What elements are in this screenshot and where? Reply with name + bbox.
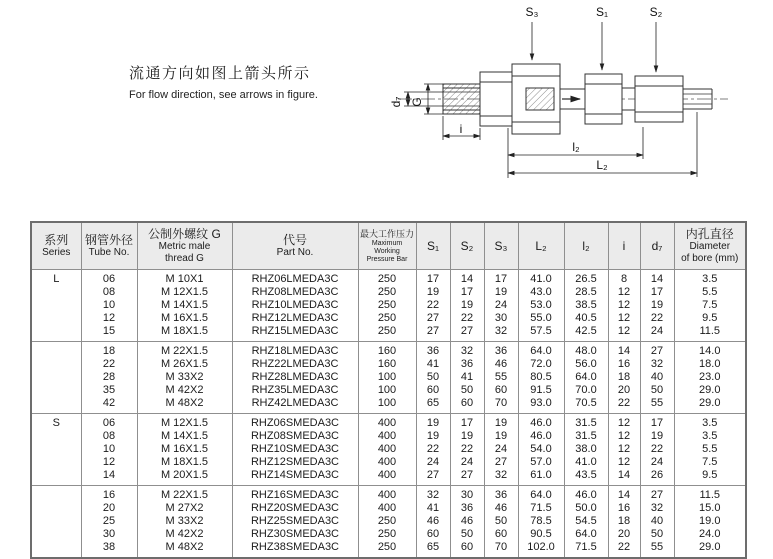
cell: 41 (416, 502, 450, 515)
cell: 160 (358, 358, 416, 371)
cell: 17 (484, 270, 518, 287)
col-header: 内孔直径 Diameter of bore (mm) (674, 222, 746, 270)
cell: 60 (450, 397, 484, 414)
cell: 57.0 (518, 456, 564, 469)
flow-note-chinese: 流通方向如图上箭头所示 (129, 65, 311, 82)
col-header: S₂ (450, 222, 484, 270)
cell: M 42X2 (137, 528, 232, 541)
cell: 32 (640, 358, 674, 371)
cell: 20 (608, 528, 640, 541)
series-label: L (31, 270, 81, 342)
cell: 27 (484, 456, 518, 469)
cell: 8 (608, 270, 640, 287)
cell: 19 (450, 299, 484, 312)
cell: 400 (358, 469, 416, 486)
cell: 60 (416, 384, 450, 397)
cell: 55 (640, 397, 674, 414)
cell: 42.5 (564, 325, 608, 342)
cell: 70.0 (564, 384, 608, 397)
cell: 14 (608, 486, 640, 503)
cell: 50 (450, 384, 484, 397)
cell: RHZ12LMEDA3C (232, 312, 358, 325)
cell: 10 (81, 443, 137, 456)
col-header: 代号 Part No. (232, 222, 358, 270)
cell: 91.5 (518, 384, 564, 397)
table-row (31, 299, 746, 312)
cell: 100 (358, 384, 416, 397)
cell: 06 (81, 270, 137, 287)
cell: 15 (81, 325, 137, 342)
cell: 27 (640, 342, 674, 359)
table-row (31, 414, 746, 431)
cell: 100 (358, 371, 416, 384)
cell: 32 (416, 486, 450, 503)
table-row (31, 486, 746, 503)
cell: 64.0 (518, 342, 564, 359)
cell: 54.5 (564, 515, 608, 528)
cell: 64.0 (564, 371, 608, 384)
cell: 102.0 (518, 541, 564, 558)
cell: 50.0 (564, 502, 608, 515)
cell: 38.0 (564, 443, 608, 456)
cell: M 12X1.5 (137, 286, 232, 299)
cell: 70.5 (564, 397, 608, 414)
cell: M 42X2 (137, 384, 232, 397)
table-row (31, 371, 746, 384)
col-header: 钢管外径 Tube No. (81, 222, 137, 270)
cell: M 48X2 (137, 541, 232, 558)
cell: RHZ22LMEDA3C (232, 358, 358, 371)
cell: RHZ18LMEDA3C (232, 342, 358, 359)
cell: 400 (358, 502, 416, 515)
cell: M 18X1.5 (137, 325, 232, 342)
cell: 9.5 (674, 469, 746, 486)
flow-note-english: For flow direction, see arrows in figure. (129, 89, 318, 101)
cell: 17 (450, 414, 484, 431)
cell: 3.5 (674, 414, 746, 431)
cell: 400 (358, 486, 416, 503)
cell: 27 (416, 325, 450, 342)
cell: M 12X1.5 (137, 414, 232, 431)
cell: M 10X1 (137, 270, 232, 287)
cell: RHZ16SMEDA3C (232, 486, 358, 503)
cell: 27 (416, 312, 450, 325)
cell: 19 (416, 430, 450, 443)
cell: M 22X1.5 (137, 342, 232, 359)
cell: 250 (358, 325, 416, 342)
cell: 46.0 (518, 414, 564, 431)
cell: 14 (81, 469, 137, 486)
cell: 90.5 (518, 528, 564, 541)
cell: 17 (640, 414, 674, 431)
cell: 19 (640, 299, 674, 312)
cell: 64.0 (564, 528, 608, 541)
cell: 11.5 (674, 486, 746, 503)
table-row (31, 541, 746, 558)
col-header: S₁ (416, 222, 450, 270)
cell: 36 (484, 342, 518, 359)
cell: 14.0 (674, 342, 746, 359)
cell: M 20X1.5 (137, 469, 232, 486)
cell: 12 (81, 456, 137, 469)
cell: 40 (640, 515, 674, 528)
cell: 26.5 (564, 270, 608, 287)
cell: 27 (450, 469, 484, 486)
cell: 65 (416, 541, 450, 558)
cell: 36 (484, 486, 518, 503)
cell: RHZ12SMEDA3C (232, 456, 358, 469)
cell: 22 (608, 397, 640, 414)
cell: 56.0 (564, 358, 608, 371)
dim-i-label: i (459, 122, 463, 136)
dim-d7-label: d₇ (389, 96, 403, 108)
cell: 32 (450, 342, 484, 359)
cell: 250 (358, 270, 416, 287)
cell: 46 (450, 515, 484, 528)
cell: M 27X2 (137, 502, 232, 515)
cell: 93.0 (518, 397, 564, 414)
cell: 24 (416, 456, 450, 469)
cell: 24 (640, 325, 674, 342)
cell: 38.5 (564, 299, 608, 312)
cell: 17 (416, 270, 450, 287)
cell: RHZ28LMEDA3C (232, 371, 358, 384)
cell: 16 (608, 502, 640, 515)
table-row (31, 384, 746, 397)
cell: 18 (608, 371, 640, 384)
col-header: d₇ (640, 222, 674, 270)
cell: 3.5 (674, 270, 746, 287)
cell: 22 (450, 443, 484, 456)
col-header: 系列 Series (31, 222, 81, 270)
cell: 12 (608, 325, 640, 342)
cell: 7.5 (674, 299, 746, 312)
cell: 50 (640, 384, 674, 397)
cell: 08 (81, 286, 137, 299)
fitting-body (398, 64, 728, 134)
cell: 12 (608, 430, 640, 443)
cell: 19 (484, 286, 518, 299)
cell: M 16X1.5 (137, 312, 232, 325)
cell: 19 (416, 414, 450, 431)
cell: 42 (81, 397, 137, 414)
cell: 46 (416, 515, 450, 528)
cell: 64.0 (518, 486, 564, 503)
cell: RHZ20SMEDA3C (232, 502, 358, 515)
fitting-diagram-area (380, 2, 736, 197)
cell: 46.0 (518, 430, 564, 443)
dim-l2-label: l₂ (572, 140, 580, 154)
cell: 43.0 (518, 286, 564, 299)
cell: 19 (416, 286, 450, 299)
cell: 28 (81, 371, 137, 384)
cell: 30 (450, 486, 484, 503)
cell: 22 (416, 443, 450, 456)
cell: 5.5 (674, 443, 746, 456)
cell: 19 (450, 430, 484, 443)
cell: 25 (81, 515, 137, 528)
cell: 16 (81, 486, 137, 503)
cell: 20 (81, 502, 137, 515)
cell: 38 (81, 541, 137, 558)
cell: 19 (640, 430, 674, 443)
cell: 78.5 (518, 515, 564, 528)
cell: 53.0 (518, 299, 564, 312)
table-row (31, 502, 746, 515)
cell: 60 (484, 528, 518, 541)
cell: 400 (358, 430, 416, 443)
cell: 31.5 (564, 430, 608, 443)
cell: 250 (358, 515, 416, 528)
cell: 46 (484, 502, 518, 515)
cell: RHZ30SMEDA3C (232, 528, 358, 541)
table-row (31, 312, 746, 325)
cell: 12 (81, 312, 137, 325)
cell: RHZ42LMEDA3C (232, 397, 358, 414)
cell: 46.0 (564, 486, 608, 503)
col-header: i (608, 222, 640, 270)
dim-s1-label: S₁ (595, 5, 609, 19)
cell: 36 (450, 358, 484, 371)
cell: M 18X1.5 (137, 456, 232, 469)
cell: 23.0 (674, 371, 746, 384)
cell: 22 (416, 299, 450, 312)
cell: 11.5 (674, 325, 746, 342)
cell: 50 (450, 528, 484, 541)
cell: 14 (640, 270, 674, 287)
cell: RHZ10LMEDA3C (232, 299, 358, 312)
cell: 46 (484, 358, 518, 371)
table-row (31, 456, 746, 469)
col-header: 最大工作压力 Maximum Working Pressure Bar (358, 222, 416, 270)
cell: 29.0 (674, 384, 746, 397)
cell: M 48X2 (137, 397, 232, 414)
cell: 27 (640, 486, 674, 503)
cell: 40.5 (564, 312, 608, 325)
cell: 3.5 (674, 430, 746, 443)
table-row (31, 270, 746, 287)
cell: M 26X1.5 (137, 358, 232, 371)
cell: 17 (640, 286, 674, 299)
table-row (31, 397, 746, 414)
cell: 48.0 (564, 342, 608, 359)
cell: 400 (358, 456, 416, 469)
cell: 14 (608, 342, 640, 359)
series-label (31, 486, 81, 559)
cell: 400 (358, 443, 416, 456)
cell: 71.5 (518, 502, 564, 515)
cell: 30 (484, 312, 518, 325)
cell: 24 (640, 456, 674, 469)
cell: 30 (81, 528, 137, 541)
cell: 250 (358, 541, 416, 558)
cell: RHZ25SMEDA3C (232, 515, 358, 528)
cell: 40 (640, 371, 674, 384)
cell: 60 (484, 384, 518, 397)
col-header: 公制外螺纹 G Metric male thread G (137, 222, 232, 270)
col-header: S₃ (484, 222, 518, 270)
cell: 08 (81, 430, 137, 443)
cell: 72.0 (518, 358, 564, 371)
cell: 80.5 (518, 371, 564, 384)
cell: 55 (640, 541, 674, 558)
cell: 250 (358, 312, 416, 325)
cell: 22 (640, 312, 674, 325)
cell: M 22X1.5 (137, 486, 232, 503)
table-row (31, 286, 746, 299)
cell: 24 (450, 456, 484, 469)
cell: 28.5 (564, 286, 608, 299)
table-row (31, 430, 746, 443)
cell: 15.0 (674, 502, 746, 515)
cell: 50 (416, 371, 450, 384)
cell: 50 (484, 515, 518, 528)
cell: 16 (608, 358, 640, 371)
cell: 160 (358, 342, 416, 359)
dim-L2-label: L₂ (596, 158, 608, 172)
cell: M 14X1.5 (137, 430, 232, 443)
cell: 70 (484, 541, 518, 558)
cell: 9.5 (674, 312, 746, 325)
col-header: l₂ (564, 222, 608, 270)
cell: 22 (450, 312, 484, 325)
cell: 5.5 (674, 286, 746, 299)
cell: RHZ38SMEDA3C (232, 541, 358, 558)
dim-g-label: G (410, 97, 424, 107)
col-header: L₂ (518, 222, 564, 270)
cell: 57.5 (518, 325, 564, 342)
cell: RHZ35LMEDA3C (232, 384, 358, 397)
cell: 19.0 (674, 515, 746, 528)
cell: 55.0 (518, 312, 564, 325)
spec-table-area (30, 221, 747, 559)
cell: 70 (484, 397, 518, 414)
cell: 61.0 (518, 469, 564, 486)
cell: RHZ14SMEDA3C (232, 469, 358, 486)
header-row (31, 222, 746, 270)
cell: 19 (484, 414, 518, 431)
cell: 29.0 (674, 397, 746, 414)
cell: 41.0 (518, 270, 564, 287)
cell: 400 (358, 414, 416, 431)
table-row (31, 528, 746, 541)
series-label (31, 342, 81, 414)
cell: 17 (450, 286, 484, 299)
cell: 12 (608, 456, 640, 469)
cell: 18 (81, 342, 137, 359)
table-row (31, 443, 746, 456)
table-row (31, 358, 746, 371)
dim-s3-label: S₃ (525, 5, 539, 19)
cell: 60 (450, 541, 484, 558)
cell: 60 (416, 528, 450, 541)
table-row (31, 469, 746, 486)
cell: M 33X2 (137, 371, 232, 384)
table-row (31, 325, 746, 342)
cell: 22 (608, 541, 640, 558)
cell: 19 (484, 430, 518, 443)
cell: RHZ10SMEDA3C (232, 443, 358, 456)
cell: 41 (416, 358, 450, 371)
cell: 26 (640, 469, 674, 486)
cell: 20 (608, 384, 640, 397)
cell: 32 (484, 469, 518, 486)
cell: 36 (450, 502, 484, 515)
cell: 100 (358, 397, 416, 414)
cell: RHZ06LMEDA3C (232, 270, 358, 287)
cell: 250 (358, 286, 416, 299)
cell: 7.5 (674, 456, 746, 469)
cell: 65 (416, 397, 450, 414)
cell: M 14X1.5 (137, 299, 232, 312)
cell: 22 (81, 358, 137, 371)
cell: 35 (81, 384, 137, 397)
cell: 12 (608, 286, 640, 299)
cell: 27 (450, 325, 484, 342)
cell: 10 (81, 299, 137, 312)
series-label: S (31, 414, 81, 486)
cell: 29.0 (674, 541, 746, 558)
cell: 250 (358, 299, 416, 312)
cell: 12 (608, 443, 640, 456)
cell: 250 (358, 528, 416, 541)
cell: 32 (640, 502, 674, 515)
table-row (31, 515, 746, 528)
cell: RHZ08LMEDA3C (232, 286, 358, 299)
fitting-diagram (380, 2, 736, 192)
cell: 06 (81, 414, 137, 431)
cell: 12 (608, 299, 640, 312)
cell: 18 (608, 515, 640, 528)
cell: 14 (450, 270, 484, 287)
table-row (31, 342, 746, 359)
cell: RHZ08SMEDA3C (232, 430, 358, 443)
flow-direction-note (129, 62, 318, 101)
cell: 55 (484, 371, 518, 384)
cell: RHZ15LMEDA3C (232, 325, 358, 342)
cell: 18.0 (674, 358, 746, 371)
spec-table (30, 221, 747, 559)
cell: M 33X2 (137, 515, 232, 528)
cell: 50 (640, 528, 674, 541)
cell: 71.5 (564, 541, 608, 558)
cell: 12 (608, 312, 640, 325)
cell: 36 (416, 342, 450, 359)
cell: 41 (450, 371, 484, 384)
cell: 24 (484, 299, 518, 312)
cell: 32 (484, 325, 518, 342)
cell: RHZ06SMEDA3C (232, 414, 358, 431)
cell: 41.0 (564, 456, 608, 469)
dim-s2-label: S₂ (649, 5, 663, 19)
cell: 54.0 (518, 443, 564, 456)
cell: M 16X1.5 (137, 443, 232, 456)
cell: 31.5 (564, 414, 608, 431)
cell: 24.0 (674, 528, 746, 541)
cell: 43.5 (564, 469, 608, 486)
cell: 14 (608, 469, 640, 486)
cell: 27 (416, 469, 450, 486)
cell: 22 (640, 443, 674, 456)
cell: 24 (484, 443, 518, 456)
cell: 12 (608, 414, 640, 431)
